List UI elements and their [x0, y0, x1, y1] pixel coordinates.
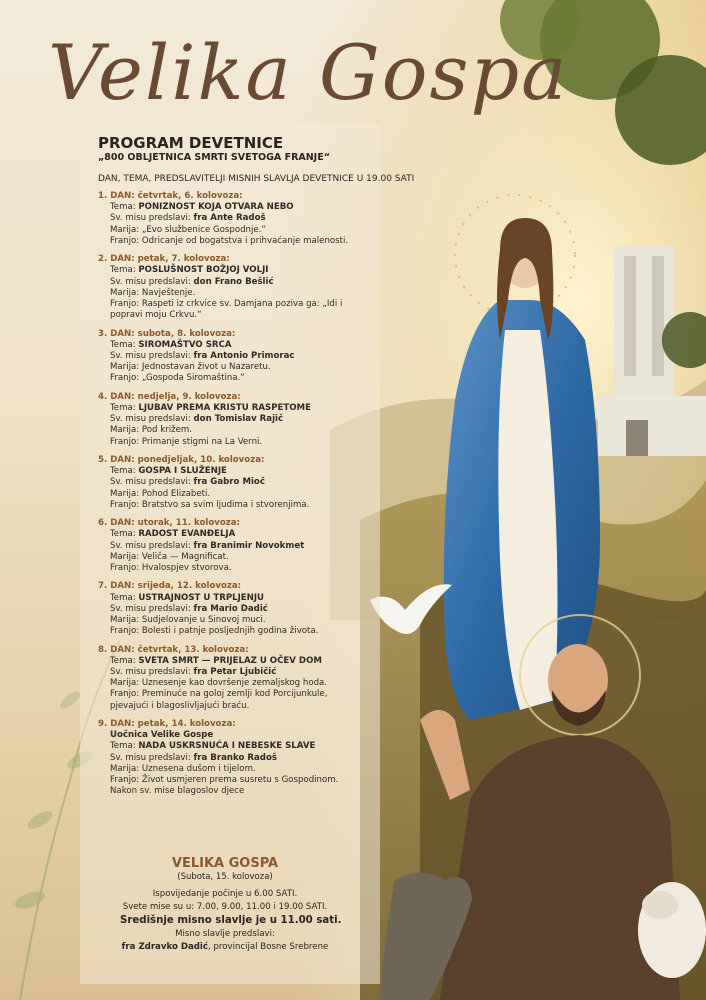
day-heading: 2. DAN: petak, 7. kolovoza: — [98, 254, 230, 265]
marija-line: Marija: Navještenje. — [110, 287, 196, 298]
franjo-line: Franjo: Raspeti iz crkvice sv. Damjana poziva ga: „Idi i — [110, 299, 343, 310]
celebrant-line: Sv. misu predslavi: don Tomislav Rajič — [110, 414, 284, 425]
franjo-line: Franjo: Primanje stigmi na La Verni. — [110, 436, 263, 447]
celebrant-line: Sv. misu predslavi: fra Ante Radoš — [110, 213, 266, 224]
celebrant-name: fra Zdravko Dadić, provincijal Bosne Srebrene — [121, 941, 329, 952]
feast-date: (Subota, 15. kolovoza) — [177, 872, 273, 882]
main-mass-time: Središnje misno slavlje je u 11.00 sati. — [120, 915, 342, 926]
day-heading: 8. DAN: četvrtak, 13. kolovoza: — [98, 644, 249, 655]
theme-line: Tema: SVETA SMRT — PRIJELAZ U OČEV DOM — [110, 655, 322, 666]
celebrant-line: Sv. misu predslavi: fra Branko Radoš — [110, 752, 277, 763]
day-heading: 9. DAN: petak, 14. kolovoza: — [98, 719, 236, 730]
program-heading: PROGRAM DEVETNICE — [98, 134, 284, 152]
franjo-line: Franjo: Život usmjeren prema susretu s Gospodinom. — [110, 775, 339, 786]
marija-line: Marija: Uznesenje kao dovršenje zemaljskog hoda. — [110, 678, 328, 689]
mass-times: Svete mise su u: 7.00, 9.00, 11.00 i 19.00 SATI. — [122, 901, 328, 912]
celebrant-line: Sv. misu predslavi: fra Petar Ljubičić — [110, 667, 277, 678]
franjo-line-cont: popravi moju Crkvu.“ — [110, 310, 202, 321]
marija-line: Marija: Pohod Elizabeti. — [110, 488, 211, 499]
novena-day — [98, 392, 398, 448]
theme-line: Tema: GOSPA I SLUŽENJE — [110, 466, 227, 477]
day-note: Uočnica Velike Gospe — [110, 730, 214, 741]
marija-line: Marija: „Evo službenice Gospodnje.“ — [110, 224, 266, 235]
theme-line: Tema: LJUBAV PREMA KRISTU RASPETOME — [110, 403, 311, 414]
novena-day — [98, 581, 398, 637]
novena-day — [98, 518, 398, 574]
novena-day — [98, 455, 398, 511]
franjo-line: Franjo: Odricanje od bogatstva i prihvaćanje malenosti. — [110, 235, 349, 246]
franjo-line: Franjo: Hvalospjev stvorova. — [110, 563, 232, 574]
day-heading: 6. DAN: utorak, 11. kolovoza: — [98, 518, 240, 529]
novena-day — [98, 645, 398, 712]
day-heading: 4. DAN: nedjelja, 9. kolovoza: — [98, 391, 241, 402]
novena-day — [98, 191, 398, 247]
novena-day — [98, 719, 398, 797]
marija-line: Marija: Uznesena dušom i tijelom. — [110, 763, 256, 774]
program-intro: DAN, TEMA, PREDSLAVITELJI MISNIH SLAVLJA DEVETNICE U 19.00 SATI — [98, 174, 415, 184]
celebrant-line: Sv. misu predslavi: fra Branimir Novokmet — [110, 540, 305, 551]
marija-line: Marija: Veliča — Magnificat. — [110, 551, 229, 562]
feast-day-section — [120, 856, 342, 953]
marija-line: Marija: Sudjelovanje u Sinovoj muci. — [110, 615, 266, 626]
marija-line: Marija: Jednostavan život u Nazaretu. — [110, 362, 271, 373]
blessing-line: Nakon sv. mise blagoslov djece — [110, 786, 245, 797]
confession-time: Ispovijedanje počinje u 6.00 SATI. — [152, 889, 298, 899]
theme-line: Tema: RADOST EVANĐELJA — [110, 529, 236, 540]
franjo-line: Franjo: Bolesti i patnje posljednjih godina života. — [110, 626, 319, 637]
theme-line: Tema: SIROMAŠTVO SRCA — [110, 339, 232, 350]
program-subtitle: „800 OBLJETNICA SMRTI SVETOGA FRANJE“ — [98, 152, 330, 163]
franjo-line-cont: pjevajući i blagoslivljajući braću. — [110, 700, 250, 711]
franjo-line: Franjo: Preminuće na goloj zemlji kod Porcijunkule, — [110, 689, 328, 700]
day-heading: 7. DAN: srijeda, 12. kolovoza: — [98, 581, 242, 592]
franjo-line: Franjo: Bratstvo sa svim ljudima i stvorenjima. — [110, 499, 310, 510]
celebrant-line: Sv. misu predslavi: don Frano Bešlić — [110, 276, 274, 287]
theme-line: Tema: POSLUŠNOST BOŽJOJ VOLJI — [110, 265, 269, 276]
novena-day — [98, 329, 398, 385]
novena-day-list — [98, 191, 398, 805]
celebrant-line: Sv. misu predslavi: fra Mario Dadić — [110, 603, 268, 614]
celebrant-line: Sv. misu predslavi: fra Antonio Primorac — [110, 351, 295, 362]
novena-day — [98, 254, 398, 321]
theme-line: Tema: USTRAJNOST U TRPLJENJU — [110, 592, 265, 603]
celebrant-line: Sv. misu predslavi: fra Gabro Mioč — [110, 477, 265, 488]
marija-line: Marija: Pod križem. — [110, 425, 193, 436]
page-title: Velika Gospa — [48, 28, 569, 117]
day-heading: 3. DAN: subota, 8. kolovoza: — [98, 328, 236, 339]
celebrant-label: Misno slavlje predslavi: — [175, 929, 275, 939]
theme-line: Tema: NADA USKRSNUĆA I NEBESKE SLAVE — [110, 741, 316, 752]
theme-line: Tema: PONIZNOST KOJA OTVARA NEBO — [110, 202, 294, 213]
day-heading: 5. DAN: ponedjeljak, 10. kolovoza: — [98, 455, 265, 466]
franjo-line: Franjo: „Gospoda Siromaština.“ — [110, 373, 245, 384]
feast-title: VELIKA GOSPA — [171, 856, 279, 871]
day-heading: 1. DAN: četvrtak, 6. kolovoza: — [98, 191, 243, 201]
